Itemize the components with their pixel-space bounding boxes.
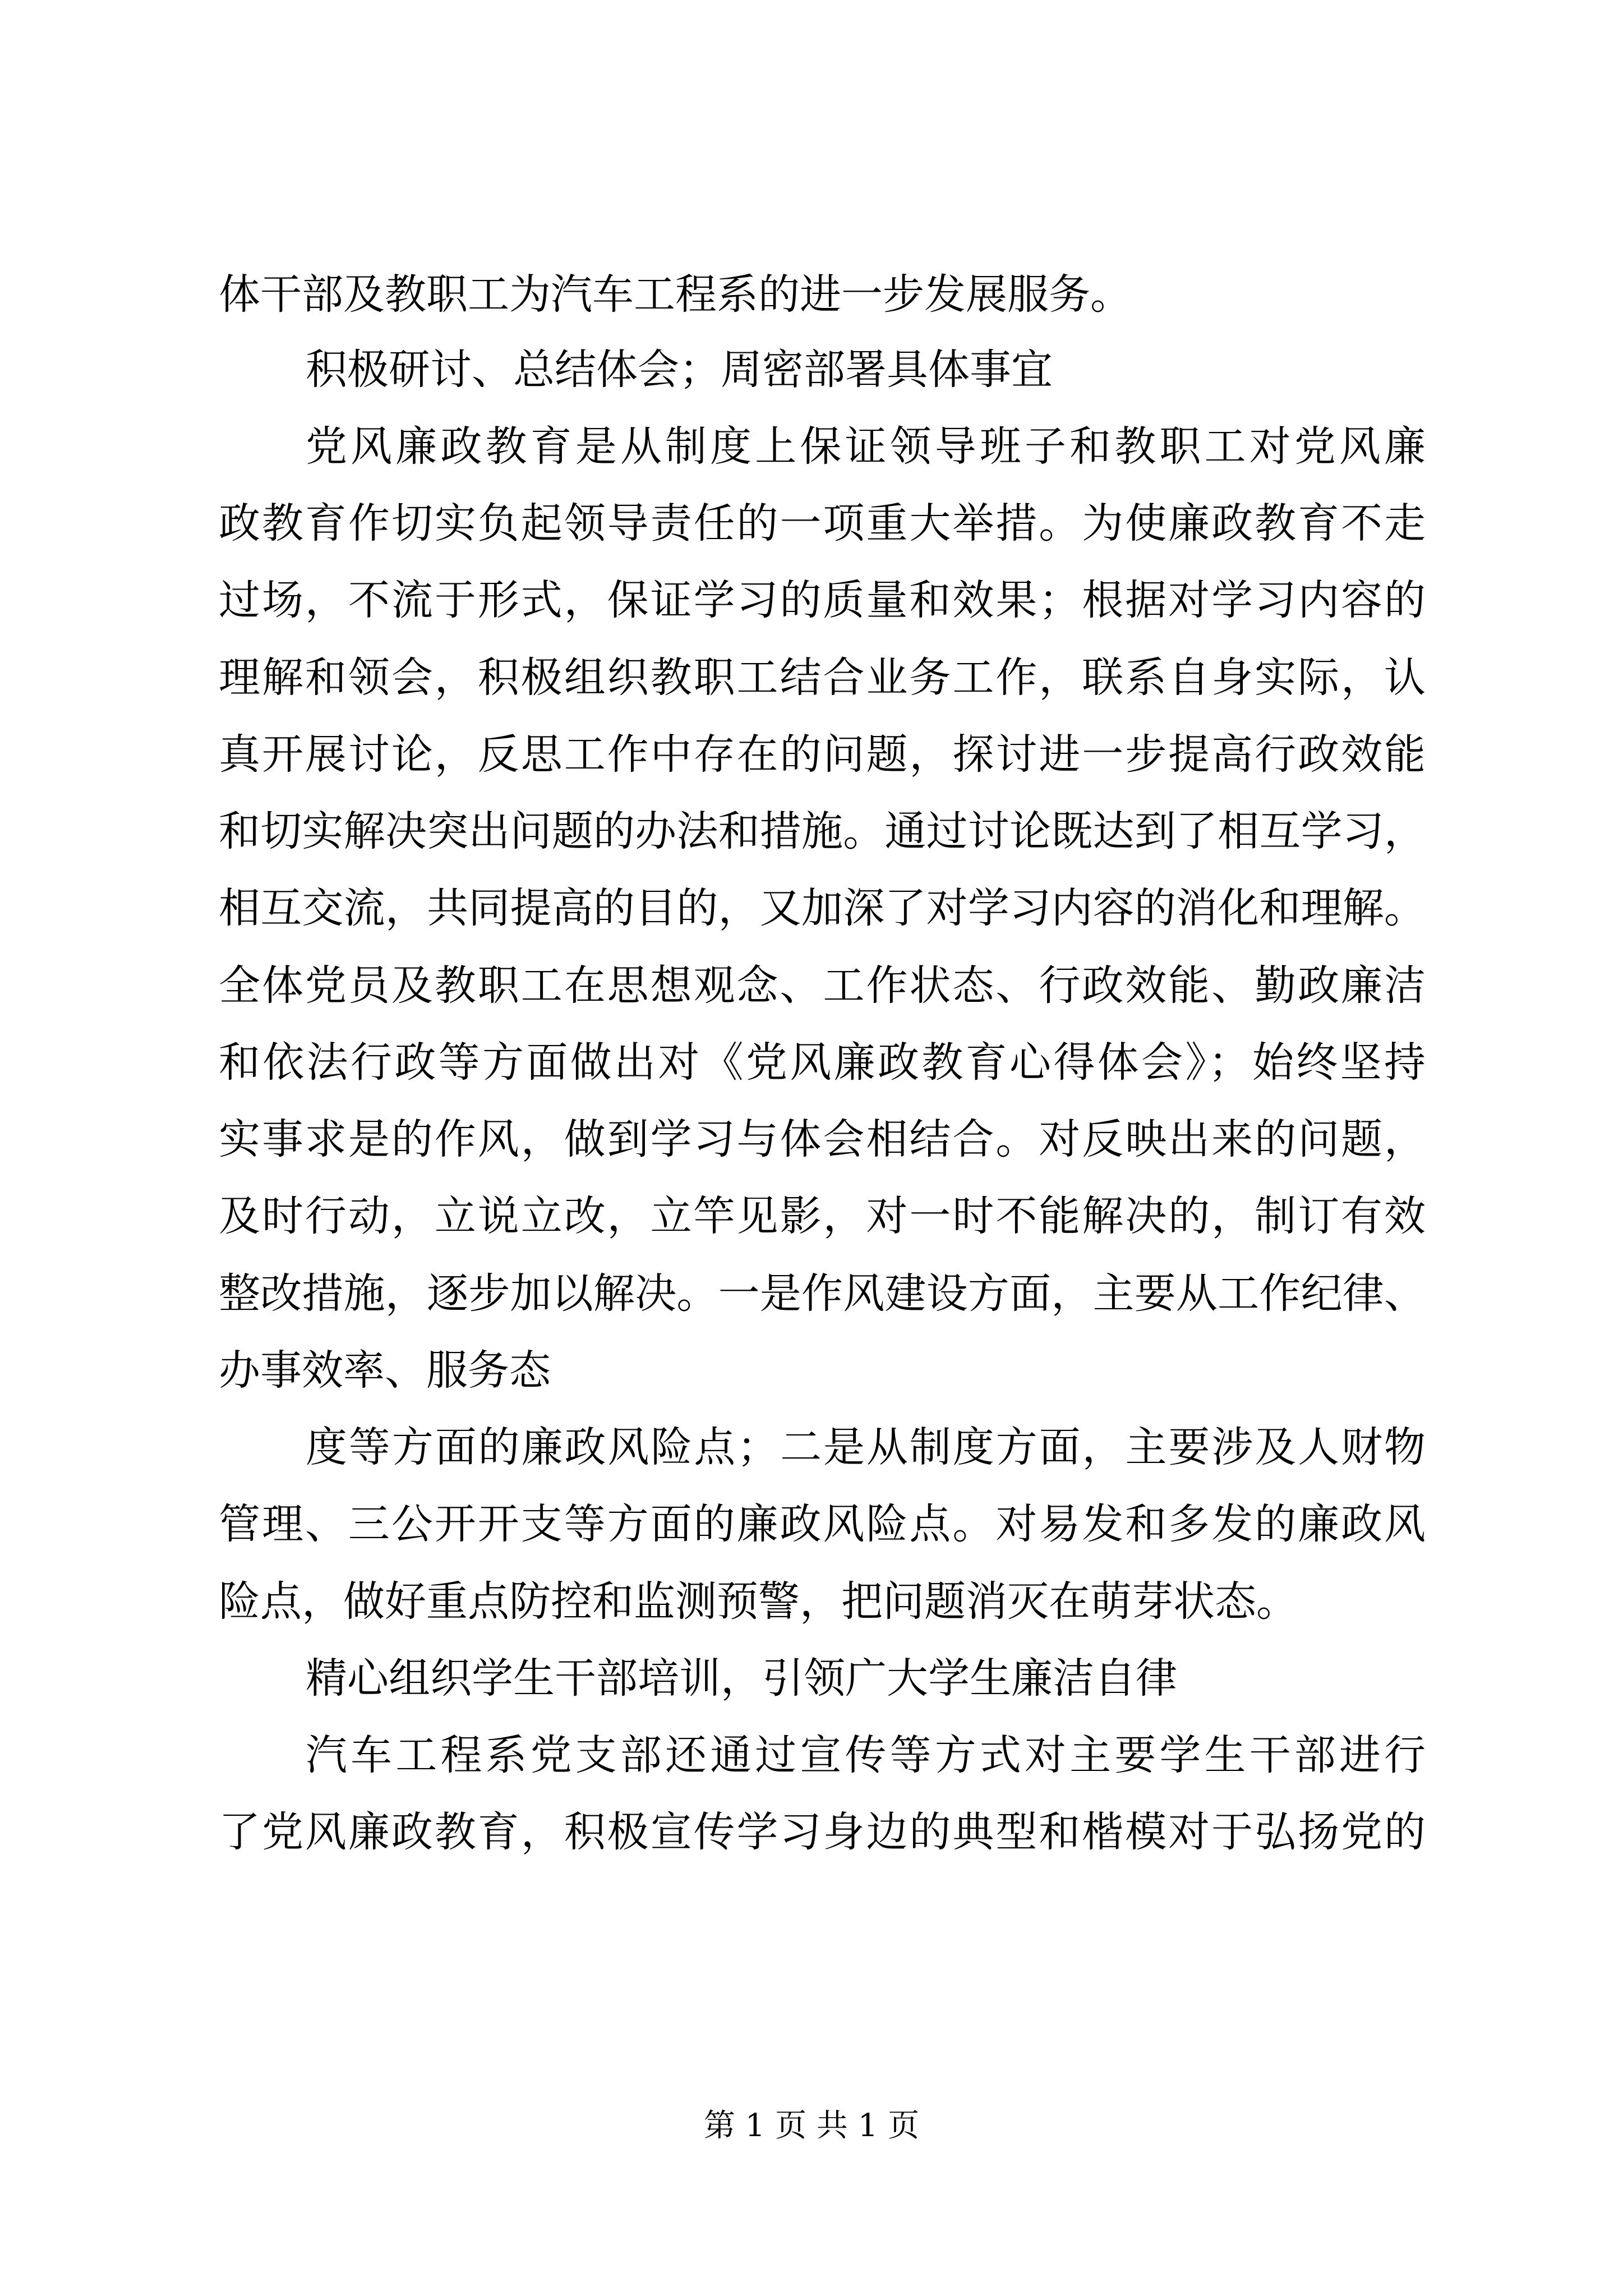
text-line <box>0 1493 1623 1555</box>
paragraph-text: 全体党员及教职工在思想观念、工作状态、行政效能、勤政廉洁 <box>219 961 1426 1010</box>
paragraph-text: 理解和领会，积极组织教职工结合业务工作，联系自身实际，认 <box>219 654 1426 702</box>
text-line <box>0 264 1623 325</box>
text-line <box>0 724 1623 785</box>
paragraph-text: 整改措施，逐步加以解决。一是作风建设方面，主要从工作纪律、 <box>219 1269 1426 1318</box>
text-line <box>0 1032 1623 1093</box>
paragraph-text: 党风廉政教育是从制度上保证领导班子和教职工对党风廉 <box>306 422 1426 471</box>
paragraph-text: 管理、三公开开支等方面的廉政风险点。对易发和多发的廉政风 <box>219 1500 1426 1548</box>
paragraph-text: 度等方面的廉政风险点；二是从制度方面，主要涉及人财物 <box>306 1423 1426 1471</box>
text-line <box>0 1340 1623 1401</box>
paragraph-text: 和切实解决突出问题的办法和措施。通过讨论既达到了相互学习， <box>219 807 1426 855</box>
text-line <box>0 339 1623 401</box>
text-line <box>0 416 1623 477</box>
paragraph-text: 汽车工程系党支部还通过宣传等方式对主要学生干部进行 <box>306 1731 1426 1779</box>
paragraph-text: 体干部及教职工为汽车工程系的进一步发展服务。 <box>219 270 1132 319</box>
paragraph-text: 真开展讨论，反思工作中存在的问题，探讨进一步提高行政效能 <box>219 730 1426 779</box>
text-line <box>0 1724 1623 1786</box>
text-line <box>0 1108 1623 1170</box>
text-line <box>0 647 1623 708</box>
paragraph-text: 实事求是的作风，做到学习与体会相结合。对反映出来的问题， <box>219 1115 1426 1163</box>
paragraph-text: 办事效率、服务态 <box>219 1346 551 1395</box>
page-footer: 第 1 页 共 1 页 <box>703 2108 920 2144</box>
text-line <box>0 1263 1623 1324</box>
text-line <box>0 1185 1623 1247</box>
paragraph-text: 险点，做好重点防控和监测预警，把问题消灭在萌芽状态。 <box>219 1577 1298 1626</box>
text-line <box>0 800 1623 862</box>
text-line <box>0 1571 1623 1632</box>
paragraph-text: 相互交流，共同提高的目的，又加深了对学习内容的消化和理解。 <box>219 884 1426 932</box>
paragraph-text: 政教育作切实负起领导责任的一项重大举措。为使廉政教育不走 <box>219 499 1426 547</box>
text-line <box>0 955 1623 1016</box>
text-line <box>0 1648 1623 1709</box>
paragraph-text: 了党风廉政教育，积极宣传学习身边的典型和楷模对于弘扬党的 <box>219 1808 1426 1856</box>
section-heading: 精心组织学生干部培训，引领广大学生廉洁自律 <box>306 1654 1177 1703</box>
paragraph-text: 和依法行政等方面做出对《党风廉政教育心得体会》；始终坚持 <box>219 1038 1426 1087</box>
text-line <box>0 1416 1623 1478</box>
text-line <box>0 569 1623 631</box>
section-heading: 积极研讨、总结体会；周密部署具体事宜 <box>306 346 1053 394</box>
text-line <box>0 493 1623 554</box>
paragraph-text: 及时行动，立说立改，立竿见影，对一时不能解决的，制订有效 <box>219 1192 1426 1240</box>
paragraph-text: 过场，不流于形式，保证学习的质量和效果；根据对学习内容的 <box>219 576 1426 624</box>
text-line <box>0 877 1623 939</box>
text-line <box>0 1801 1623 1863</box>
